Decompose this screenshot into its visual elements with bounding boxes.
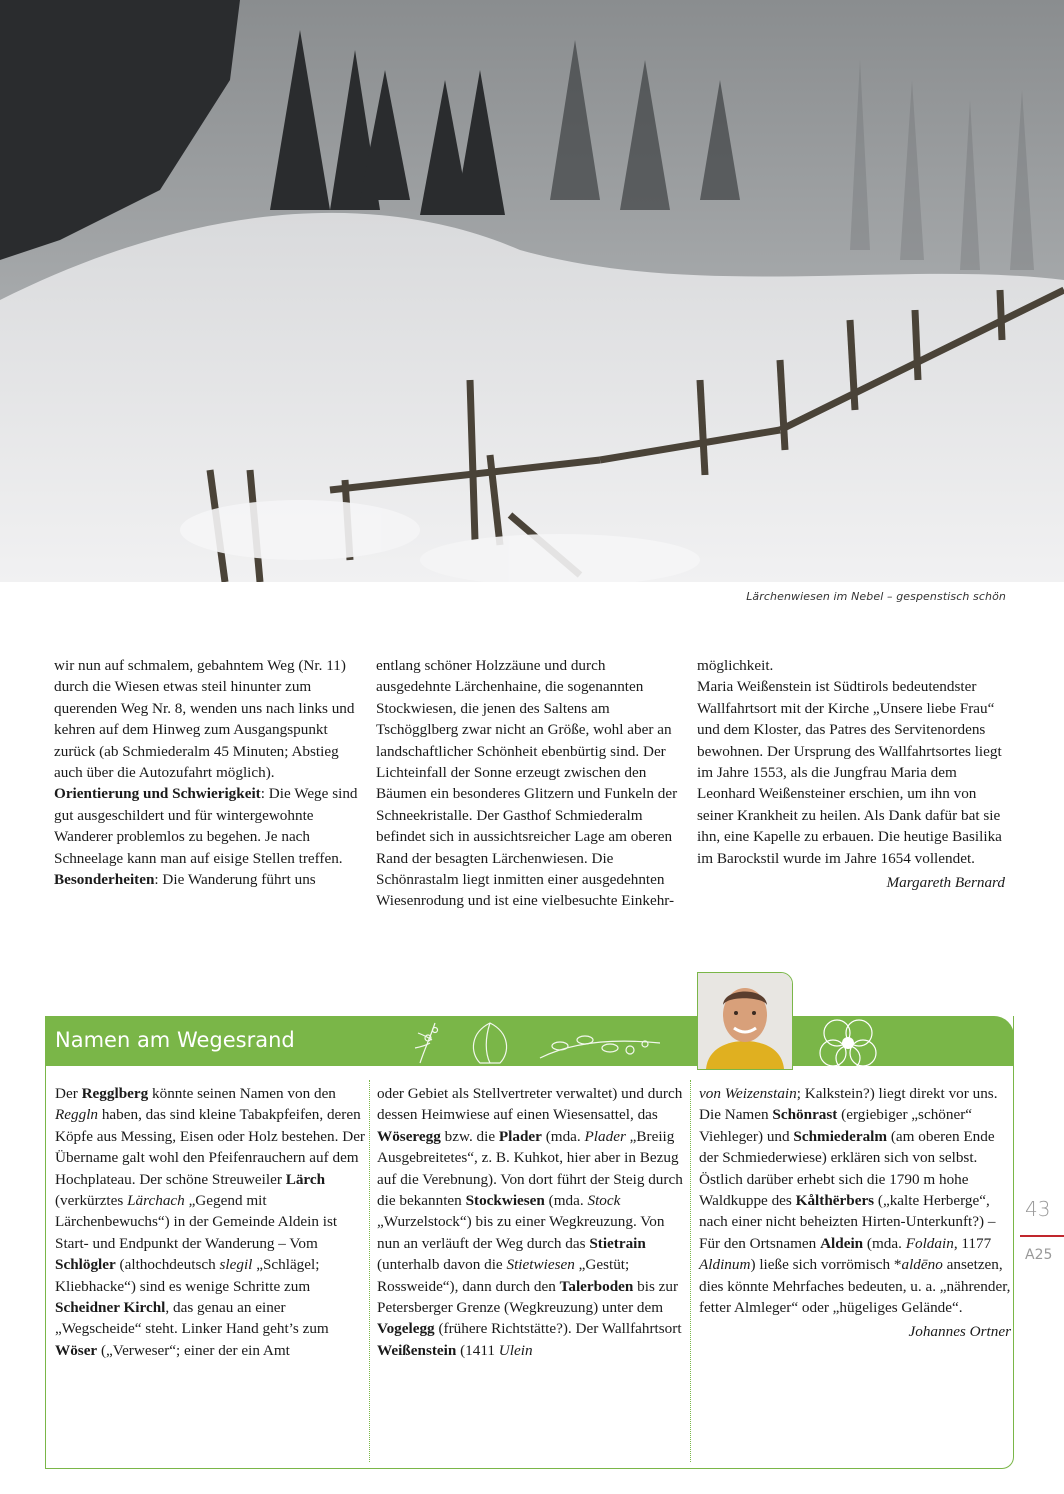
info-box-author: Johannes Ortner: [908, 1323, 1011, 1341]
article-column-1: [54, 655, 362, 890]
article-paragraph: wir nun auf schmalem, gebahntem Weg (Nr. 11) durch die Wiesen etwas steil hinunter zum querenden Weg Nr. 8, wenden uns nach links und kehren auf dem Hinweg zum Ausgangspunkt zurück (ab Schmiederalm 45 Minuten; Abstieg auch über die Autozufahrt möglich).: [54, 657, 355, 782]
place-name: Stietrain: [589, 1234, 646, 1252]
dialect-term: Foldain: [905, 1234, 954, 1252]
info-paragraph: von Weizenstain; Kalkstein?) liegt direkt vor uns. Die Namen Schönrast (ergiebiger „schöner“ Viehleger) und Schmiederalm (am oberen Ende der Schmiederwiese) erklären sich von selbst. Östlich darüber erhebt sich die 1790 m hohe Waldkuppe des Kålthërbers („kalte Herberge“, nach einer nicht beheizten Hirten-Unterkunft?) – Für den Ortsnamen Aldein (mda. Foldain, 1177 Aldinum) ließe sich vorrömisch *aldēno ansetzen, dies könnte Mehrfaches bedeuten, u. a. „nährender, fetter Almleger“ oder „hügeliges Gelände“.: [699, 1085, 1011, 1317]
info-box-column-2: [377, 1083, 689, 1361]
section-label: Orientierung und Schwierigkeit: [54, 785, 261, 803]
place-name: Schlögler: [55, 1256, 116, 1274]
place-name: Wöser: [55, 1341, 98, 1359]
page-number: 43: [1025, 1197, 1051, 1221]
author-portrait: [697, 972, 793, 1070]
photo-caption: Lärchenwiesen im Nebel – gespenstisch schön: [746, 590, 1006, 603]
dialect-term: slegil: [219, 1256, 253, 1274]
floral-ornament-icon: [400, 1018, 700, 1068]
place-name: Aldein: [820, 1234, 864, 1252]
place-name: Scheidner Kirchl: [55, 1299, 166, 1317]
flower-icon: [815, 1018, 885, 1068]
place-name: Plader: [498, 1127, 542, 1145]
info-paragraph: Der Regglberg könnte seinen Namen von den Reggln haben, das sind kleine Tabakpfeifen, deren Köpfe aus Messing, Eisen oder Holz bestehen. Der Übername galt wohl den Pfeifenrauchern auf dem Hochplateau. Der schöne Streuweiler Lärch (verkürztes Lärchach „Gegend mit Lärchenbewuchs“) in der Gemeinde Aldein ist Start- und Endpunkt der Wanderung – Vom Schlögler (althochdeutsch slegil „Schlägel; Kliebhacke“) sind es wenige Schritte zum Scheidner Kirchl, das genau an einer „Wegscheide“ steht. Linker Hand geht’s zum Wöser („Verweser“; einer der ein Amt: [55, 1085, 365, 1359]
place-name: Schönrast: [772, 1106, 838, 1124]
dialect-term: Lärchach: [127, 1192, 185, 1210]
dialect-term: Plader: [584, 1127, 626, 1145]
dialect-term: aldēno: [901, 1256, 943, 1274]
header-photo: [0, 0, 1064, 582]
article-paragraph: Maria Weißenstein ist Südtirols bedeutendster Wallfahrtsort mit der Kirche „Unsere liebe Frau“ und dem Kloster, das Patres des Servitenordens bewohnen. Der Ursprung des Wallfahrtsortes liegt im Jahre 1553, als die Jungfrau Maria dem Leonhard Weißensteiner erschien, um ihn von seiner Krankheit zu heilen. Als Dank dafür bat sie ihn, eine Kapelle zu erbauen. Die heutige Basilika im Barockstil wurde im Jahre 1654 vollendet.: [697, 678, 1002, 867]
dialect-term: Aldinum: [699, 1256, 751, 1274]
place-name: Talerboden: [559, 1277, 634, 1295]
dialect-term: von Weizenstain: [699, 1085, 797, 1102]
dialect-term: Reggln: [55, 1106, 99, 1124]
author-avatar-image: [698, 973, 792, 1069]
page-code: A25: [1025, 1247, 1053, 1263]
article-column-2: [376, 655, 684, 912]
info-box-column-3: [699, 1083, 1011, 1343]
article-column-3: [697, 655, 1005, 893]
dialect-term: Stietwiesen: [506, 1256, 575, 1274]
place-name: Weißenstein: [377, 1341, 457, 1359]
place-name: Stockwiesen: [465, 1192, 545, 1210]
place-name: Schmiederalm: [793, 1127, 888, 1145]
dialect-term: Ulein: [498, 1341, 533, 1359]
snow-landscape-image: [0, 0, 1064, 582]
section-label: Besonderheiten: [54, 871, 155, 889]
article-paragraph: Orientierung und Schwierigkeit: Die Wege sind gut ausgeschildert und für wintergewohnte Wanderer problemlos zu begehen. Je nach Schneelage kann man auf eisige Stellen treffen.: [54, 785, 358, 867]
place-name: Wöseregg: [377, 1127, 441, 1145]
article-paragraph: entlang schöner Holzzäune und durch ausgedehnte Lärchenhaine, die sogenannten Stockwiesen, die jenen des Saltens am Tschögglberg zwar nicht an Größe, wohl aber an landschaftlicher Schönheit ebenbürtig sind. Der Lichteinfall der Sonne erzeugt zwischen den Bäumen ein besonderes Glitzern und Funkeln der Schneekristalle. Der Gasthof Schmiederalm befindet sich in aussichtsreicher Lage am oberen Rand der besagten Lärchenwiesen. Die Schönrastalm liegt inmitten einer ausgedehnten Wiesenrodung und ist eine vielbesuchte Einkehr-: [376, 657, 678, 910]
place-name: Vogelegg: [377, 1320, 435, 1338]
place-name: Regglberg: [81, 1085, 149, 1102]
column-divider: [690, 1080, 691, 1462]
article-paragraph: möglichkeit.: [697, 657, 774, 674]
page-rule: [1020, 1235, 1064, 1237]
place-name: Kålthërbers: [795, 1192, 875, 1210]
article-author: Margareth Bernard: [886, 874, 1005, 892]
place-name: Lärch: [285, 1170, 326, 1188]
info-box-title: Namen am Wegesrand: [55, 1028, 295, 1052]
dialect-term: Stock: [587, 1192, 621, 1210]
info-paragraph: oder Gebiet als Stellvertreter verwaltet) und durch dessen Heimwiese auf einen Wiesensattel, das Wöseregg bzw. die Plader (mda. Plader „Breiig Ausgebreitetes“, z. B. Kuhkot, hier aber in Bezug auf die Verebnung). Von dort führt der Steig durch die bekannten Stockwiesen (mda. Stock „Wurzelstock“) bis zu einer Wegkreuzung. Von nun an verläuft der Weg durch das Stietrain (unterhalb davon die Stietwiesen „Gestüt; Rossweide“), dann durch den Talerboden bis zur Petersberger Grenze (Wegkreuzung) unter dem Vogelegg (frühere Richtstätte?). Der Wallfahrtsort Weißenstein (1411 Ulein: [377, 1085, 683, 1359]
article-paragraph: Besonderheiten: Die Wanderung führt uns: [54, 871, 316, 889]
column-divider: [369, 1080, 370, 1462]
info-box-column-1: [55, 1083, 367, 1361]
